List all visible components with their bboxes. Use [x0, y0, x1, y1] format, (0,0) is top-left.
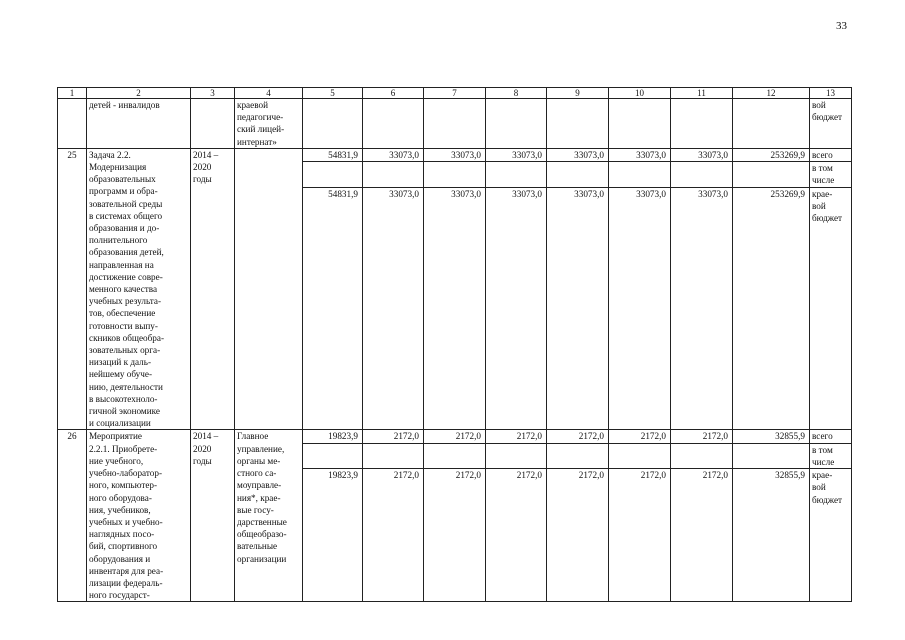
- value-cell: 2172,0: [363, 430, 424, 443]
- value-cell: 33073,0: [547, 187, 609, 430]
- value-cell: 2172,0: [424, 469, 486, 602]
- value-cell: 19823,9: [303, 430, 363, 443]
- value-cell: 33073,0: [486, 187, 547, 430]
- value-cell: 2172,0: [609, 430, 671, 443]
- table-row: [58, 430, 852, 443]
- cell-name: Задача 2.2. Модернизация образовательных программ и обра- зовательной среды в системах общего образования и до- полнительного образования детей, направленная на достижение совре- менного качества учебных результа- тов, обеспечение готовности выпу- скников общеобра- зовательных орга- низаций к даль- нейшему обуче- нию, деятельности в высокотехноло- гичной экономике и социализации: [87, 148, 191, 430]
- cell-executor: Главное управление, органы ме- стного са- моуправле- ния*, крае- вые госу- дарственные общеобразо- вательные организации: [235, 430, 303, 602]
- header-cell: 6: [363, 88, 424, 99]
- header-cell: 10: [609, 88, 671, 99]
- value-cell: 2172,0: [547, 469, 609, 602]
- table-row: [58, 148, 852, 161]
- budget-table: [57, 87, 852, 602]
- value-cell: 2172,0: [671, 430, 733, 443]
- value-cell: 19823,9: [303, 469, 363, 602]
- cell-executor: [235, 148, 303, 430]
- header-cell: 2: [87, 88, 191, 99]
- value-cell: 33073,0: [547, 148, 609, 161]
- value-cell: 253269,9: [733, 187, 810, 430]
- cell-years: 2014 – 2020 годы: [191, 430, 235, 602]
- row-number: 26: [58, 430, 87, 602]
- cell-name: Мероприятие 2.2.1. Приобрете- ние учебного, учебно-лаборатор- ного, компьютер- ного оборудова- ния, учебников, учебных и учебно- наглядных посо- бий, спортивного оборудования и инвентаря для реа- лизации федераль- ного государст-: [87, 430, 191, 602]
- cell-years: 2014 – 2020 годы: [191, 148, 235, 430]
- value-cell: 2172,0: [486, 430, 547, 443]
- cell-source: всего: [810, 148, 852, 161]
- value-cell: 33073,0: [609, 187, 671, 430]
- cell-source: крае- вой бюджет: [810, 187, 852, 430]
- value-cell: 33073,0: [363, 148, 424, 161]
- value-cell: 33073,0: [671, 148, 733, 161]
- header-cell: 9: [547, 88, 609, 99]
- cell-source: в том числе: [810, 443, 852, 468]
- value-cell: 2172,0: [363, 469, 424, 602]
- header-cell: 11: [671, 88, 733, 99]
- cell-source: крае- вой бюджет: [810, 469, 852, 602]
- value-cell: 2172,0: [424, 430, 486, 443]
- value-cell: 33073,0: [609, 148, 671, 161]
- page-number: 33: [836, 20, 847, 32]
- value-cell: 33073,0: [671, 187, 733, 430]
- cell-source: вой бюджет: [810, 99, 852, 149]
- value-cell: 33073,0: [486, 148, 547, 161]
- header-cell: 12: [733, 88, 810, 99]
- table-row: [58, 99, 852, 149]
- header-cell: 3: [191, 88, 235, 99]
- header-cell: 7: [424, 88, 486, 99]
- value-cell: 2172,0: [486, 469, 547, 602]
- cell-source: всего: [810, 430, 852, 443]
- header-cell: 4: [235, 88, 303, 99]
- row-number: 25: [58, 148, 87, 430]
- cell-name: детей - инвалидов: [87, 99, 191, 149]
- header-cell: 5: [303, 88, 363, 99]
- value-cell: 54831,9: [303, 187, 363, 430]
- value-cell: 32855,9: [733, 430, 810, 443]
- cell-executor: краевой педагогиче- ский лицей- интернат»: [235, 99, 303, 149]
- value-cell: 2172,0: [671, 469, 733, 602]
- cell-source: в том числе: [810, 162, 852, 188]
- header-cell: 8: [486, 88, 547, 99]
- value-cell: 33073,0: [363, 187, 424, 430]
- value-cell: 54831,9: [303, 148, 363, 161]
- value-cell: 2172,0: [609, 469, 671, 602]
- header-cell: 1: [58, 88, 87, 99]
- header-row: [58, 88, 852, 99]
- value-cell: 2172,0: [547, 430, 609, 443]
- value-cell: 33073,0: [424, 148, 486, 161]
- value-cell: 33073,0: [424, 187, 486, 430]
- value-cell: 253269,9: [733, 148, 810, 161]
- value-cell: 32855,9: [733, 469, 810, 602]
- header-cell: 13: [810, 88, 852, 99]
